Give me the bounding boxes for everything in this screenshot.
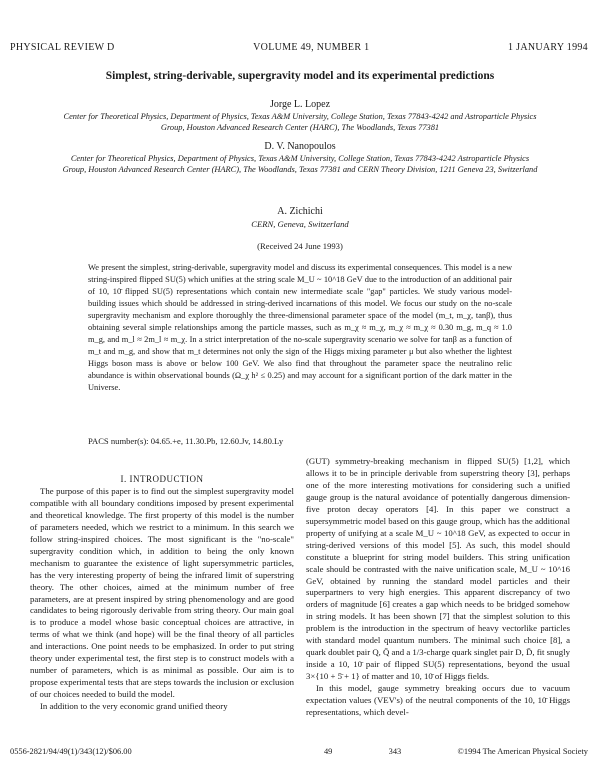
right-column bbox=[306, 456, 570, 719]
author-affiliation: CERN, Geneva, Switzerland bbox=[251, 219, 349, 229]
journal-name: PHYSICAL REVIEW D bbox=[10, 42, 115, 53]
article-code: 0556-2821/94/49(1)/343(12)/$06.00 bbox=[10, 747, 132, 756]
pacs-numbers: PACS number(s): 04.65.+e, 11.30.Pb, 12.60.Jv, 14.80.Ly bbox=[88, 436, 284, 446]
paragraph: In addition to the very economic grand unified theory bbox=[40, 701, 228, 712]
issue-date: 1 JANUARY 1994 bbox=[508, 42, 588, 53]
author-name: Jorge L. Lopez bbox=[269, 99, 331, 110]
paragraph: (GUT) symmetry-breaking mechanism in flipped SU(5) [1,2], which allows it to be in principle derivable from superstring theory [3], perhaps one of the more interesting motivations for considering such a unified gauge group is the natural avoidance of potentially dangerous dimension-five proton decay operators [4]. In this paper we construct a supersymmetric model based on this gauge group, which has the additional property of unifying at a scale M_U ~ 10^18 GeV, as expected to occur in string-derived versions of this model [5]. As such, this model should constitute a blueprint for string model builders. This string unification scale should be contrasted with the naive unification scale, M_U ~ 10^16 GeV, obtained by running the standard model particles and their superpartners to very high energies. This apparent discrepancy of two orders of magnitude [6] creates a gap which needs to be bridged somehow in string models. It has been shown [7] that the simplest solution to this problem is the introduction in the spectrum of heavy vectorlike particles with standard model quantum numbers. The minimal such choice [8], a quark doublet pair Q, Q̄ and a 1/3-charge quark singlet pair D, D̄, fit snugly inside a 10, 10̄ pair of flipped SU(5) representations, beyond the usual 3×{10 + 5̄ + 1} of matter and 10, 10̄ of Higgs fields. bbox=[306, 456, 570, 682]
copyright-notice: ©1994 The American Physical Society bbox=[457, 747, 588, 756]
left-column bbox=[30, 474, 294, 713]
volume-number: VOLUME 49, NUMBER 1 bbox=[253, 42, 370, 53]
author-affiliation: Center for Theoretical Physics, Department of Physics, Texas A&M University, College Station, Texas 77843-4242 and Astroparticle Physics Group, Houston Advanced Research Center (HARC), The Woodlands, Texas 77381 bbox=[63, 112, 537, 132]
paper-title: Simplest, string-derivable, supergravity model and its experimental predictions bbox=[105, 70, 495, 82]
abstract: We present the simplest, string-derivable, supergravity model and discuss its experimental consequences. This model is a new string-inspired flipped SU(5) which unifies at the string scale M_U ~ 10^18 GeV due to the introduction of an additional pair of 10, 10̄ flipped SU(5) representations which contain new intermediate scale "gap" particles. We study various model-building issues which should be addressed in string-derived incarnations of this model. We focus our study on the no-scale supergravity mechanism and explore thoroughly the three-dimensional parameter space of the model (m_t, m_χ, tanβ), thus obtaining several simple relationships among the particle masses, such as m_χ ≈ m_χ, m_χ ≈ m_χ ≈ 0.30 m_g, m_q ≈ 1.0 m_g, and m_l ≈ 2m_l ≈ m_χ. In a strict interpretation of the no-scale supergravity scenario we solve for tanβ as a function of m_t and m_g, and show that m_t determines not only the sign of the Higgs mixing parameter μ but also whether the lightest Higgs boson mass is above or below 100 GeV. We also find that throughout the parameter space the neutralino relic abundance is within observational bounds (Ω_χ h² ≤ 0.25) and may account for a significant portion of the dark matter in the Universe. bbox=[88, 263, 512, 392]
paragraph: In this model, gauge symmetry breaking occurs due to vacuum expectation values (VEV's) of the neutral components of the 10, 10̄ Higgs representations, which devel- bbox=[306, 683, 570, 718]
paragraph: The purpose of this paper is to find out the simplest supergravity model compatible with all boundary conditions imposed by present experimental and theoretical knowledge. The first property of this model is the number of parameters needed, which we restrict to a minimum. In this search we follow string-inspired choices. The most significant is the "no-scale" supergravity condition which, in addition to being the only known mechanism to guarantee the existence of light supersymmetric particles, has the very interesting property of being the infrared limit of superstring theory. The other choices, aimed at the minimum number of free parameters, are at present inspired by string phenomenology and are good candidates to being rigorously derivable from string theory. Our main goal is to produce a model whose basic conceptual choices are attractive, in terms of what we think (and hope) will be the final theory of all particles and interactions. One point needs to be emphasized. In order to put string theory under experimental test, the first step is to construct models with a number of parameters, which is as minimal as possible. Our aim is to propose experimental tests that are steps towards the inclusion or exclusion of our choices needed to build the model. bbox=[30, 485, 294, 700]
author-name: A. Zichichi bbox=[277, 206, 323, 217]
page-footer bbox=[10, 747, 588, 756]
section-heading: I. INTRODUCTION bbox=[120, 474, 204, 484]
footer-volume: 49 bbox=[323, 747, 333, 756]
author-affiliation: Center for Theoretical Physics, Department of Physics, Texas A&M University, College Station, Texas 77843-4242 Astroparticle Physics Group, Houston Advanced Research Center (HARC), The Woodlands, Texas 77381 and CERN Theory Division, 1211 Geneva 23, Switzerland bbox=[62, 154, 538, 174]
received-date: (Received 24 June 1993) bbox=[257, 241, 343, 251]
page-number: 343 bbox=[388, 747, 402, 756]
running-header bbox=[10, 42, 588, 53]
author-name: D. V. Nanopoulos bbox=[264, 141, 336, 152]
